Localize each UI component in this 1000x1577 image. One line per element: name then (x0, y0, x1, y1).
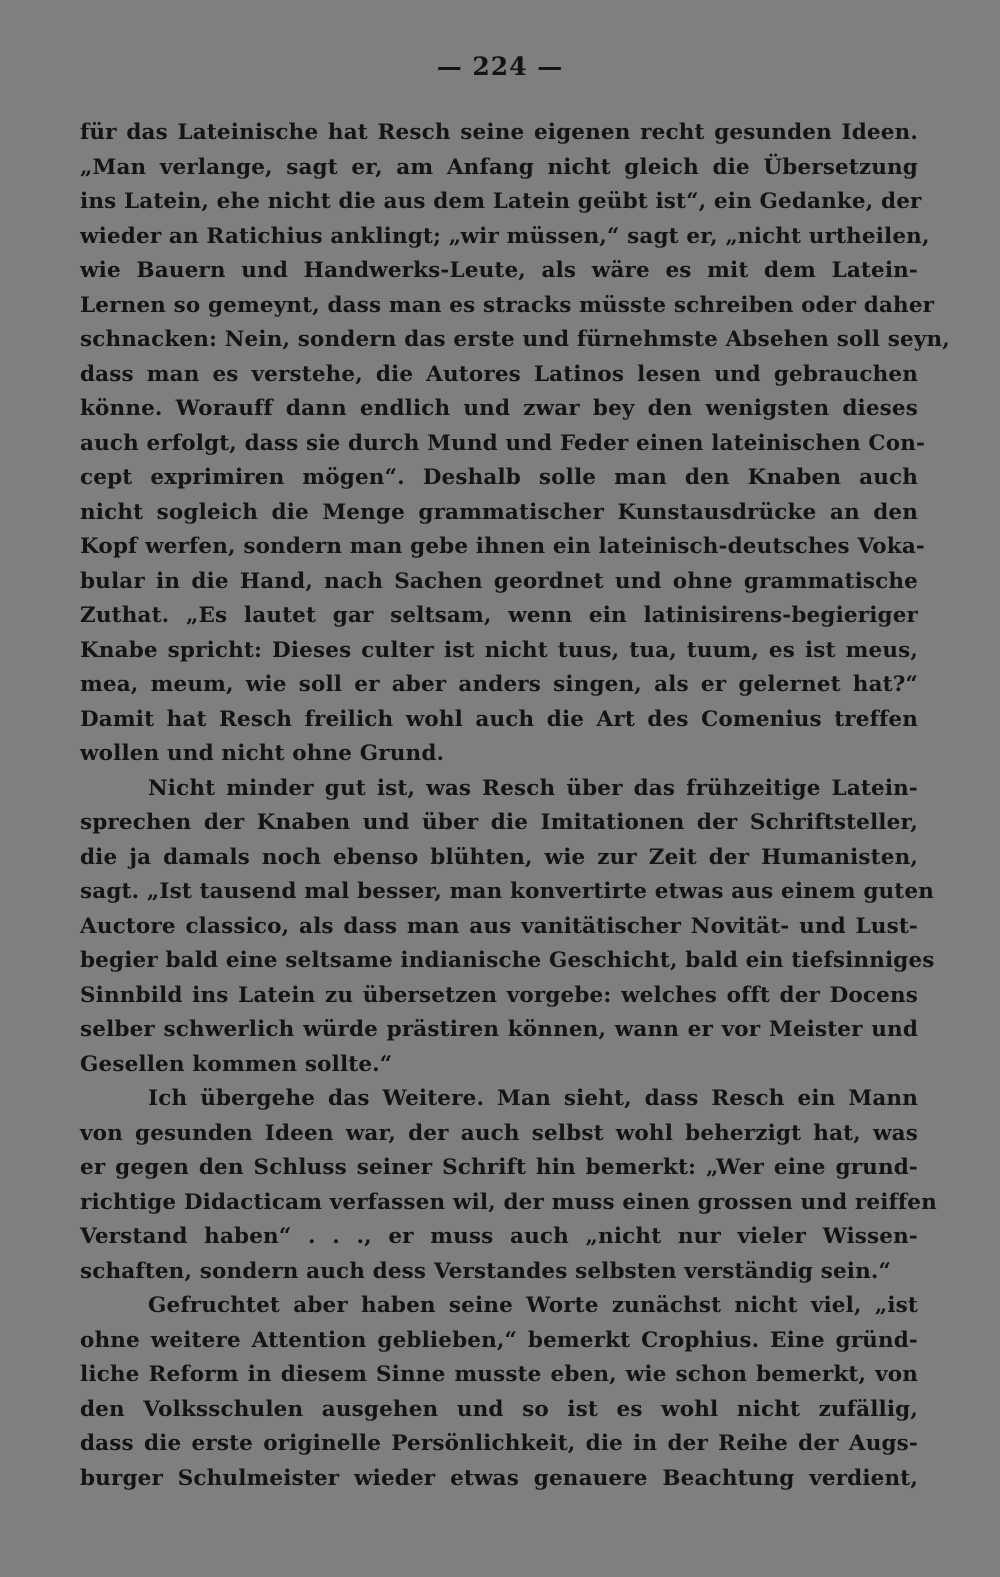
text-line: „Man verlange, sagt er, am Anfang nicht gleich die Übersetzung (80, 154, 918, 180)
text-line: den Volksschulen ausgehen und so ist es wohl nicht zufällig, (80, 1396, 918, 1422)
text-line: bular in die Hand, nach Sachen geordnet und ohne grammatische (80, 568, 918, 594)
text-line: mea, meum, wie soll er aber anders singen, als er gelernet hat?“ (80, 672, 918, 697)
body-text (80, 116, 950, 1496)
text-line: Nicht minder gut ist, was Resch über das frühzeitige Latein- (148, 775, 918, 801)
text-line: die ja damals noch ebenso blühten, wie zur Zeit der Humanisten, (80, 844, 918, 870)
text-line: Zuthat. „Es lautet gar seltsam, wenn ein latinisirens-begieriger (80, 603, 918, 628)
text-line: Auctore classico, als dass man aus vanitätischer Novität- und Lust- (80, 913, 918, 939)
text-line: könne. Worauff dann endlich und zwar bey den wenigsten dieses (80, 396, 918, 421)
text-line: burger Schulmeister wieder etwas genauere Beachtung verdient, (80, 1465, 918, 1491)
text-line: für das Lateinische hat Resch seine eigenen recht gesunden Ideen. (80, 120, 918, 145)
text-line: dass man es verstehe, die Autores Latinos lesen und gebrauchen (80, 361, 918, 387)
text-line: schnacken: Nein, sondern das erste und fürnehmste Absehen soll seyn, (80, 327, 950, 352)
text-line: Verstand haben“ . . ., er muss auch „nicht nur vieler Wissen- (80, 1224, 918, 1249)
text-line: wollen und nicht ohne Grund. (80, 741, 445, 766)
text-line: ohne weitere Attention geblieben,“ bemerkt Crophius. Eine gründ- (80, 1327, 918, 1353)
text-line: Damit hat Resch freilich wohl auch die Art des Comenius treffen (80, 706, 918, 732)
text-line: Lernen so gemeynt, dass man es stracks müsste schreiben oder daher (80, 292, 935, 318)
text-line: er gegen den Schluss seiner Schrift hin bemerkt: „Wer eine grund- (80, 1155, 918, 1180)
text-line: nicht sogleich die Menge grammatischer Kunstausdrücke an den (80, 499, 918, 525)
text-line: dass die erste originelle Persönlichkeit, die in der Reihe der Augs- (80, 1431, 918, 1456)
text-line: richtige Didacticam verfassen wil, der muss einen grossen und reiffen (80, 1189, 937, 1215)
text-line: von gesunden Ideen war, der auch selbst wohl beherzigt hat, was (80, 1120, 918, 1146)
text-line: Ich übergehe das Weitere. Man sieht, dass Resch ein Mann (148, 1086, 918, 1111)
text-line: selber schwerlich würde prästiren können, wann er vor Meister und (80, 1017, 918, 1042)
text-line: wieder an Ratichius anklingt; „wir müssen,“ sagt er, „nicht urtheilen, (80, 223, 930, 249)
text-line: Knabe spricht: Dieses culter ist nicht tuus, tua, tuum, es ist meus, (80, 637, 918, 663)
text-line: wie Bauern und Handwerks-Leute, als wäre es mit dem Latein- (80, 258, 918, 283)
page-number: — 224 — (436, 52, 564, 81)
text-line: Sinnbild ins Latein zu übersetzen vorgebe: welches offt der Docens (80, 982, 918, 1008)
text-line: ins Latein, ehe nicht die aus dem Latein geübt ist“, ein Gedanke, der (80, 189, 922, 214)
text-line: cept exprimiren mögen“. Deshalb solle man den Knaben auch (80, 465, 918, 490)
text-line: Kopf werfen, sondern man gebe ihnen ein lateinisch-deutsches Voka- (80, 534, 925, 559)
text-line: liche Reform in diesem Sinne musste eben, wie schon bemerkt, von (80, 1362, 918, 1387)
text-line: auch erfolgt, dass sie durch Mund und Feder einen lateinischen Con- (80, 430, 926, 456)
text-line: Gesellen kommen sollte.“ (80, 1051, 393, 1077)
text-line: schaften, sondern auch dess Verstandes selbsten verständig sein.“ (80, 1258, 892, 1284)
text-line: begier bald eine seltsame indianische Geschicht, bald ein tiefsinniges (80, 948, 935, 973)
text-line: Gefruchtet aber haben seine Worte zunächst nicht viel, „ist (148, 1293, 918, 1318)
text-line: sprechen der Knaben und über die Imitationen der Schriftsteller, (80, 810, 918, 835)
text-line: sagt. „Ist tausend mal besser, man konvertirte etwas aus einem guten (80, 879, 934, 904)
